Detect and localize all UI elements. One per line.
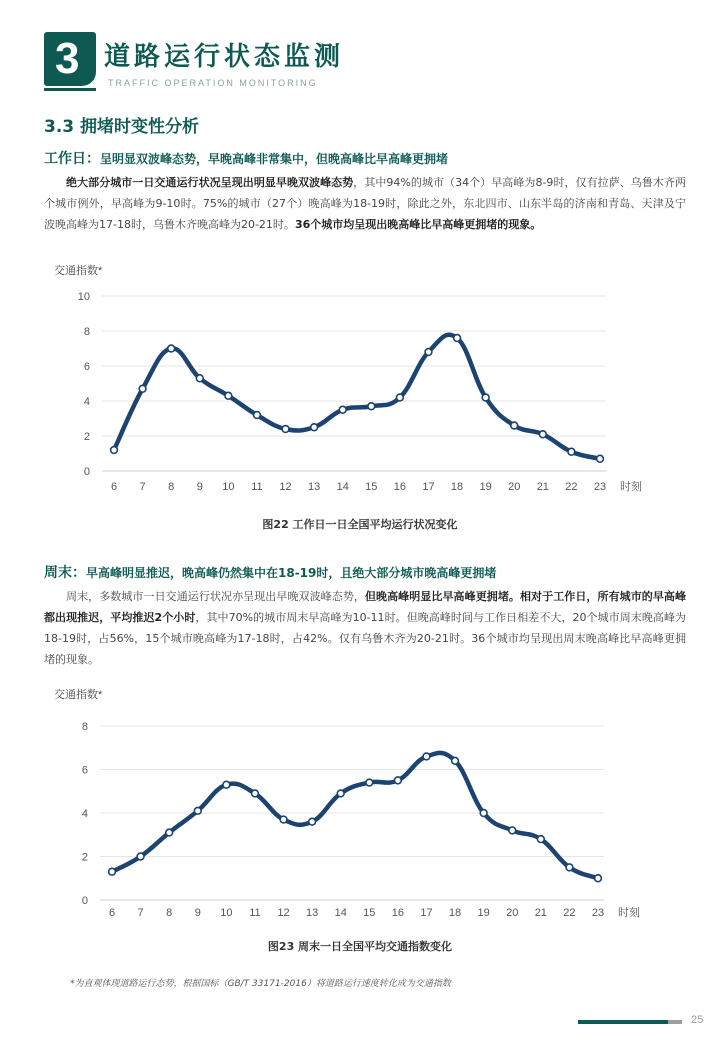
x-tick-label: 19 xyxy=(477,907,490,919)
data-point xyxy=(109,868,116,875)
data-point xyxy=(254,412,261,419)
data-point xyxy=(539,431,546,438)
y-tick-label: 8 xyxy=(81,721,88,733)
x-tick-label: 23 xyxy=(591,907,605,919)
weekend-paragraph xyxy=(44,586,686,670)
data-point xyxy=(537,836,544,843)
weekend-tag: 周末： xyxy=(44,565,86,581)
data-point xyxy=(168,345,175,352)
x-tick-label: 20 xyxy=(506,907,519,919)
data-point xyxy=(339,406,346,413)
x-tick-label: 7 xyxy=(139,481,146,493)
data-point xyxy=(309,818,316,825)
workday-chart-caption: 图22 工作日一日全国平均运行状况变化 xyxy=(262,518,458,531)
x-tick-label: 22 xyxy=(563,907,576,919)
weekend-text-2: ，其中70%的城市周末早高峰为10-11时。但晚高峰时间与工作日相差不大，20个城市周末晚高峰为18-19时，占56%，15个城市晚高峰为17-18时，占42%。仅有乌鲁木齐为20-21时。36个城市均呈现出周末晚高峰比早高峰更拥堵的现象。 xyxy=(44,611,686,666)
data-point xyxy=(425,349,432,356)
data-point xyxy=(111,447,118,454)
section-number-badge xyxy=(44,32,96,86)
data-point xyxy=(509,827,516,834)
x-tick-label: 6 xyxy=(110,481,118,493)
y-tick-label: 4 xyxy=(81,808,88,820)
x-tick-label: 8 xyxy=(168,481,175,493)
page-grey-bar xyxy=(668,1020,682,1024)
data-point xyxy=(225,392,232,399)
data-point xyxy=(337,790,344,797)
badge-underline xyxy=(44,88,96,91)
x-tick-label: 14 xyxy=(336,481,349,493)
weekend-chart-caption: 图23 周末一日全国平均交通指数变化 xyxy=(267,940,453,953)
workday-headline-text: 呈明显双波峰态势，早晚高峰非常集中，但晚高峰比早高峰更拥堵 xyxy=(100,152,449,166)
footnote: *为直观体现道路运行态势，根据国标（GB/T 33171-2016）将道路运行速度转化成为交通指数 xyxy=(70,979,451,989)
x-tick-label: 13 xyxy=(307,481,321,493)
x-tick-label: 8 xyxy=(166,907,173,919)
weekend-headline-text: 早高峰明显推迟，晚高峰仍然集中在18-19时，且绝大部分城市晚高峰更拥堵 xyxy=(86,566,497,580)
data-point xyxy=(396,394,403,401)
x-tick-label: 9 xyxy=(196,481,203,493)
x-tick-label: 7 xyxy=(137,907,144,919)
x-tick-label: 11 xyxy=(249,907,261,919)
workday-bold-1: 绝大部分城市一日交通运行状况呈现出明显早晚双波峰态势 xyxy=(66,176,354,189)
x-tick-label: 21 xyxy=(534,907,547,919)
data-point xyxy=(311,424,318,431)
x-axis-label: 时刻 xyxy=(618,907,640,919)
data-point xyxy=(480,810,487,817)
data-point xyxy=(595,875,602,882)
y-tick-label: 0 xyxy=(81,895,88,907)
data-point xyxy=(423,753,430,760)
page-number: 25 xyxy=(691,1014,704,1026)
y-tick-label: 8 xyxy=(83,326,90,338)
x-tick-label: 18 xyxy=(450,481,464,493)
x-tick-label: 21 xyxy=(536,481,549,493)
x-tick-label: 20 xyxy=(508,481,521,493)
chapter-subtitle: TRAFFIC OPERATION MONITORING xyxy=(108,78,318,88)
data-point xyxy=(511,422,518,429)
series-line xyxy=(114,335,600,459)
y-tick-label: 6 xyxy=(83,361,90,373)
x-tick-label: 15 xyxy=(363,907,376,919)
workday-headline xyxy=(44,148,448,168)
weekend-line-chart xyxy=(40,680,680,925)
y-tick-label: 0 xyxy=(83,466,90,478)
x-tick-label: 17 xyxy=(422,481,435,493)
data-point xyxy=(368,403,375,410)
data-point xyxy=(252,790,259,797)
data-point xyxy=(566,864,573,871)
data-point xyxy=(394,777,401,784)
section-title: 3.3 拥堵时变性分析 xyxy=(44,117,200,137)
workday-line-chart xyxy=(40,258,680,508)
data-point xyxy=(223,781,230,788)
data-point xyxy=(139,385,146,392)
x-tick-label: 17 xyxy=(420,907,433,919)
data-point xyxy=(454,335,461,342)
series-line xyxy=(112,753,598,878)
data-point xyxy=(366,779,373,786)
x-tick-label: 11 xyxy=(251,481,263,493)
chapter-title: 道路运行状态监测 xyxy=(104,42,345,72)
y-tick-label: 4 xyxy=(83,396,90,408)
x-tick-label: 16 xyxy=(393,481,407,493)
data-point xyxy=(137,853,144,860)
data-point xyxy=(282,426,289,433)
data-point xyxy=(194,807,201,814)
y-tick-label: 6 xyxy=(81,764,88,777)
section-number: 3 xyxy=(55,34,80,83)
y-axis-label: 交通指数* xyxy=(54,689,103,701)
x-tick-label: 19 xyxy=(479,481,492,493)
weekend-bold-1: 但晚高峰明显比早高峰更拥堵。相对于工作日，所有城市的早高峰都出现推迟，平均推迟2个小时 xyxy=(44,590,687,624)
page-accent-bar xyxy=(578,1020,668,1024)
data-point xyxy=(280,816,287,823)
x-tick-label: 23 xyxy=(593,481,607,493)
data-point xyxy=(568,448,575,455)
y-tick-label: 2 xyxy=(83,431,90,443)
y-tick-label: 2 xyxy=(81,851,88,864)
workday-text-1: ，其中94%的城市（34个）早高峰为8-9时，仅有拉萨、乌鲁木齐两个城市例外，早高峰为9-10时。75%的城市（27个）晚高峰为18-19时，除此之外，东北四市、山东半岛的济南和青岛、天津及宁波晚高峰为17-18时，乌鲁木齐晚高峰为20-21时。 xyxy=(44,176,686,231)
x-tick-label: 15 xyxy=(365,481,378,493)
x-tick-label: 10 xyxy=(220,907,233,919)
x-tick-label: 18 xyxy=(448,907,462,919)
data-point xyxy=(597,455,604,462)
data-point xyxy=(196,375,203,382)
y-tick-label: 10 xyxy=(77,291,90,303)
x-tick-label: 10 xyxy=(222,481,235,493)
x-tick-label: 16 xyxy=(391,907,405,919)
workday-bold-2: 36个城市均呈现出晚高峰比早高峰更拥堵的现象。 xyxy=(294,218,542,231)
x-tick-label: 6 xyxy=(108,907,116,919)
x-tick-label: 13 xyxy=(305,907,319,919)
x-tick-label: 12 xyxy=(279,481,292,493)
workday-tag: 工作日： xyxy=(44,151,100,167)
workday-paragraph xyxy=(44,172,686,235)
x-tick-label: 12 xyxy=(277,907,290,919)
data-point xyxy=(166,829,173,836)
weekend-headline xyxy=(44,562,496,582)
x-tick-label: 22 xyxy=(565,481,578,493)
x-tick-label: 9 xyxy=(194,907,201,919)
weekend-text-1: 周末，多数城市一日交通运行状况亦呈现出早晚双波峰态势， xyxy=(66,590,365,603)
x-axis-label: 时刻 xyxy=(620,481,642,493)
data-point xyxy=(482,394,489,401)
y-axis-label: 交通指数* xyxy=(54,265,103,277)
data-point xyxy=(452,757,459,764)
x-tick-label: 14 xyxy=(334,907,347,919)
